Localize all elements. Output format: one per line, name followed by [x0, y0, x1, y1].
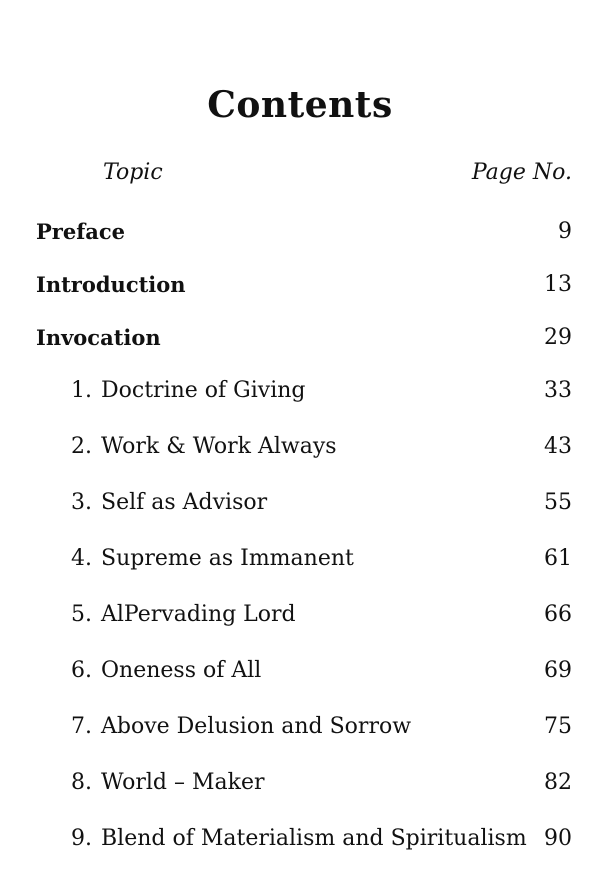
toc-chapter-7[interactable] [0, 714, 600, 744]
toc-chapter-6[interactable] [0, 658, 600, 688]
chapter-title: Blend of Materialism and Spiritualism [101, 826, 527, 851]
toc-entry-label: Preface [36, 219, 126, 244]
toc-chapter-5[interactable] [0, 602, 600, 632]
toc-entry-label: Invocation [36, 325, 161, 350]
toc-chapter-4[interactable] [0, 546, 600, 576]
toc-entry-preface[interactable] [0, 219, 600, 249]
page-title: Contents [207, 84, 393, 126]
toc-entry-invocation[interactable] [0, 325, 600, 355]
chapter-page: 90 [544, 826, 572, 851]
toc-chapter-1[interactable] [0, 378, 600, 408]
chapter-title: Above Delusion and Sorrow [101, 714, 412, 739]
chapter-page: 82 [544, 770, 572, 795]
toc-header [0, 160, 600, 190]
toc-entry-label: Introduction [36, 272, 186, 297]
chapter-page: 33 [544, 378, 572, 403]
chapter-title: AlPervading Lord [101, 602, 296, 627]
chapter-title: World – Maker [101, 770, 265, 795]
chapter-number: 4. [71, 546, 92, 571]
toc-entry-page: 13 [544, 272, 572, 297]
chapter-title: Supreme as Immanent [101, 546, 354, 571]
chapter-title: Oneness of All [101, 658, 262, 683]
chapter-title: Work & Work Always [101, 434, 337, 459]
toc-entry-introduction[interactable] [0, 272, 600, 302]
page-no-column-header: Page No. [471, 160, 572, 185]
chapter-page: 69 [544, 658, 572, 683]
chapter-title: Doctrine of Giving [101, 378, 306, 403]
chapter-number: 8. [71, 770, 92, 795]
chapter-page: 61 [544, 546, 572, 571]
toc-entry-page: 9 [558, 219, 572, 244]
chapter-number: 7. [71, 714, 92, 739]
toc-chapter-2[interactable] [0, 434, 600, 464]
chapter-number: 2. [71, 434, 92, 459]
toc-chapter-8[interactable] [0, 770, 600, 800]
toc-chapter-3[interactable] [0, 490, 600, 520]
chapter-number: 5. [71, 602, 92, 627]
toc-entry-page: 29 [544, 325, 572, 350]
chapter-title: Self as Advisor [101, 490, 268, 515]
toc-chapter-9[interactable] [0, 826, 600, 856]
chapter-number: 9. [71, 826, 92, 851]
chapter-number: 1. [71, 378, 92, 403]
chapter-number: 6. [71, 658, 92, 683]
topic-column-header: Topic [103, 160, 163, 185]
chapter-page: 66 [544, 602, 572, 627]
chapter-page: 43 [544, 434, 572, 459]
chapter-number: 3. [71, 490, 92, 515]
chapter-page: 55 [544, 490, 572, 515]
chapter-page: 75 [544, 714, 572, 739]
